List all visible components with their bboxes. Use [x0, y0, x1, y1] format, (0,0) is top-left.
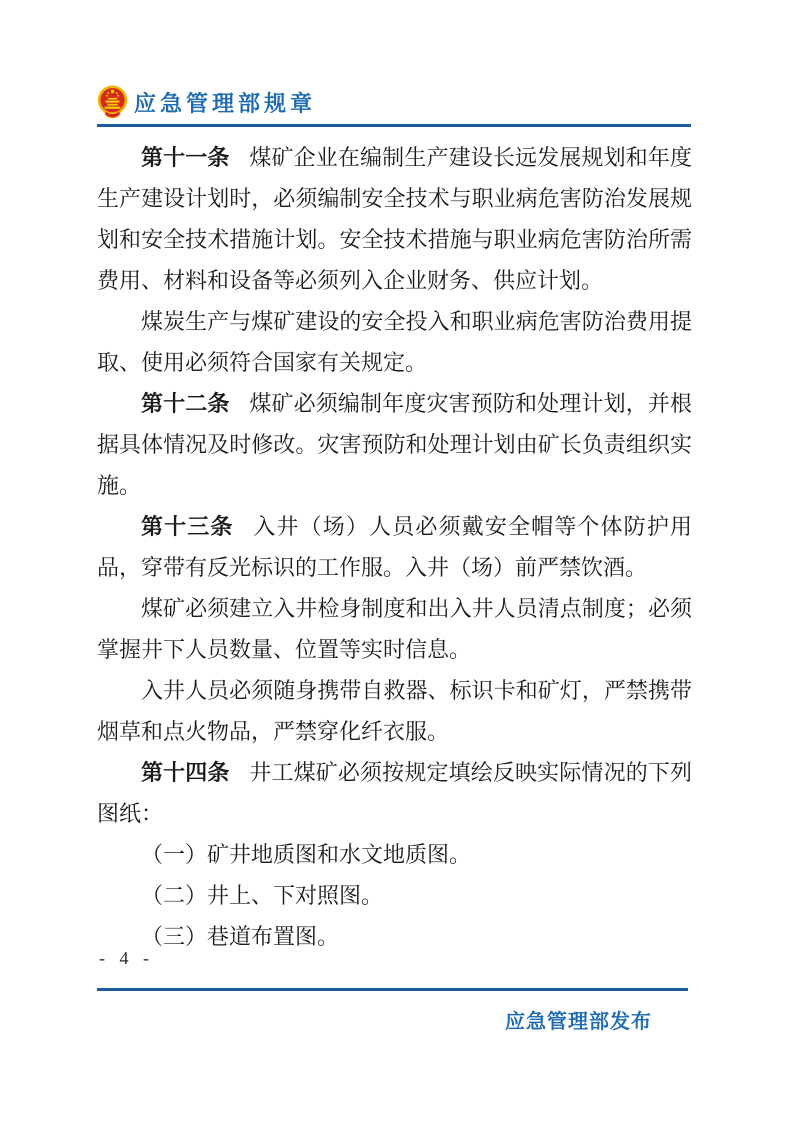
footer-rule [97, 988, 688, 991]
article-number: 第十三条 [141, 514, 234, 539]
article-number: 第十二条 [141, 391, 230, 416]
document-body [97, 137, 692, 957]
paragraph [97, 301, 692, 383]
paragraph-text: 煤矿必须编制年度灾害预防和处理计划，并根据具体情况及时修改。灾害预防和处理计划由矿长负责组织实施。 [97, 391, 692, 498]
paragraph [97, 383, 692, 506]
paragraph [97, 752, 692, 834]
paragraph [97, 588, 692, 670]
paragraph [97, 670, 692, 752]
publisher-label: 应急管理部发布 [505, 1011, 652, 1033]
paragraph [97, 834, 692, 875]
paragraph-text: （一）矿井地质图和水文地质图。 [141, 842, 472, 867]
paragraph [97, 137, 692, 301]
header-rule [97, 124, 691, 127]
header-title: 应急管理部规章 [134, 90, 317, 116]
document-header [96, 84, 316, 120]
national-emblem-icon [96, 84, 129, 120]
paragraph-text: 煤炭生产与煤矿建设的安全投入和职业病危害防治费用提取、使用必须符合国家有关规定。 [97, 309, 692, 375]
paragraph-text: （二）井上、下对照图。 [141, 883, 384, 908]
page-number: - 4 - [99, 948, 154, 968]
paragraph-text: 煤矿必须建立入井检身制度和出入井人员清点制度；必须掌握井下人员数量、位置等实时信息。 [97, 596, 692, 662]
paragraph [97, 875, 692, 916]
paragraph-text: 井工煤矿必须按规定填绘反映实际情况的下列图纸： [97, 760, 692, 826]
paragraph [97, 916, 692, 957]
article-number: 第十一条 [141, 145, 230, 170]
paragraph-text: （三）巷道布置图。 [141, 924, 340, 949]
paragraph-text: 入井人员必须随身携带自救器、标识卡和矿灯，严禁携带烟草和点火物品，严禁穿化纤衣服。 [97, 678, 692, 744]
paragraph [97, 506, 692, 588]
paragraph-text: 入井（场）人员必须戴安全帽等个体防护用品，穿带有反光标识的工作服。入井（场）前严禁饮酒。 [97, 514, 692, 580]
article-number: 第十四条 [141, 760, 230, 785]
paragraph-text: 煤矿企业在编制生产建设长远发展规划和年度生产建设计划时，必须编制安全技术与职业病危害防治发展规划和安全技术措施计划。安全技术措施与职业病危害防治所需费用、材料和设备等必须列入企业财务、供应计划。 [97, 145, 692, 293]
